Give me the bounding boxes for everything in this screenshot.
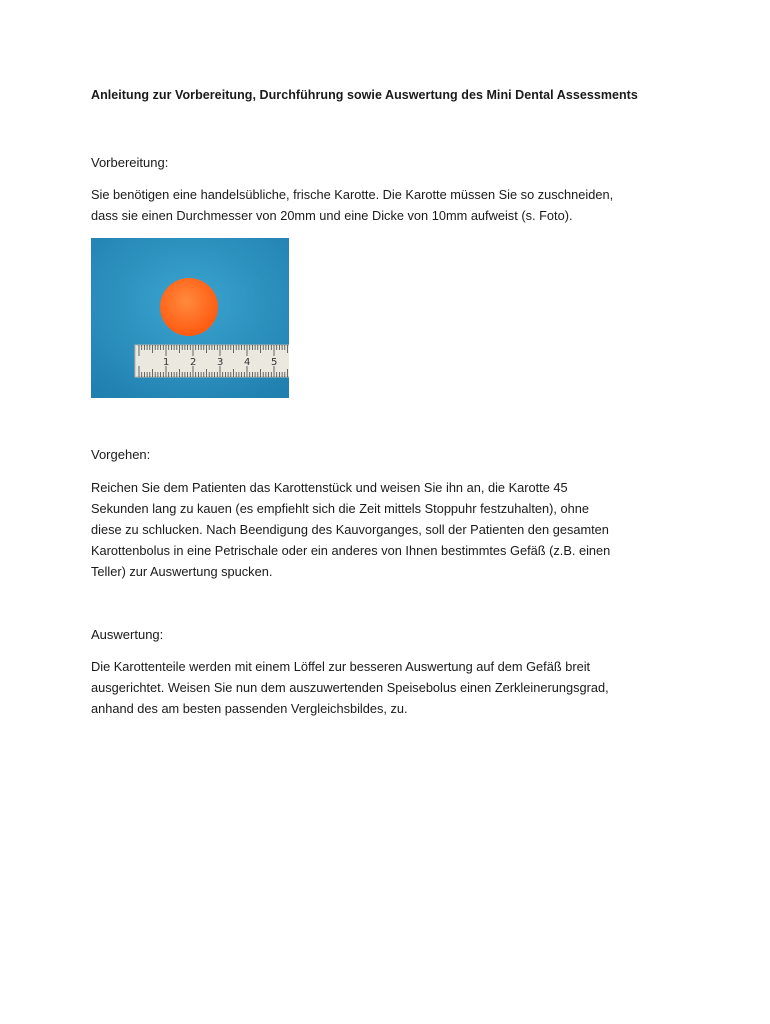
section-heading-vorbereitung: Vorbereitung: [91, 155, 169, 170]
ruler-number: 4 [244, 357, 251, 368]
ruler-number: 3 [217, 357, 224, 368]
text-line: Karottenbolus in eine Petrischale oder ein anderes von Ihnen bestimmtes Gefäß (z.B. einen [91, 543, 611, 558]
ruler-number: 1 [163, 357, 170, 368]
ruler-number: 2 [190, 357, 197, 368]
text-line: dass sie einen Durchmesser von 20mm und eine Dicke von 10mm aufweist (s. Foto). [91, 208, 573, 223]
section-text-vorgehen [91, 477, 691, 582]
text-line: Die Karottenteile werden mit einem Löffel zur besseren Auswertung auf dem Gefäß breit [91, 659, 591, 674]
carrot-photo-graphic [91, 238, 289, 398]
text-line: Sekunden lang zu kauen (es empfiehlt sich die Zeit mittels Stoppuhr festzuhalten), ohne [91, 501, 589, 516]
ruler-number: 5 [271, 357, 278, 368]
text-line: Reichen Sie dem Patienten das Karottenstück und weisen Sie ihn an, die Karotte 45 [91, 480, 568, 495]
section-heading-auswertung: Auswertung: [91, 627, 164, 642]
section-text-auswertung [91, 656, 691, 719]
text-line: ausgerichtet. Weisen Sie nun dem auszuwertenden Speisebolus einen Zerkleinerungsgrad, [91, 680, 609, 695]
ruler [135, 345, 289, 377]
text-line: anhand des am besten passenden Vergleichsbildes, zu. [91, 701, 408, 716]
section-heading-vorgehen: Vorgehen: [91, 447, 151, 462]
carrot-photo [91, 238, 289, 398]
carrot-slice [160, 278, 218, 336]
text-line: diese zu schlucken. Nach Beendigung des Kauvorganges, soll der Patienten den gesamten [91, 522, 609, 537]
section-text-vorbereitung [91, 184, 691, 226]
document-title: Anleitung zur Vorbereitung, Durchführung sowie Auswertung des Mini Dental Assessments [91, 88, 638, 102]
text-line: Teller) zur Auswertung spucken. [91, 564, 273, 579]
text-line: Sie benötigen eine handelsübliche, frische Karotte. Die Karotte müssen Sie so zuschneiden, [91, 187, 614, 202]
